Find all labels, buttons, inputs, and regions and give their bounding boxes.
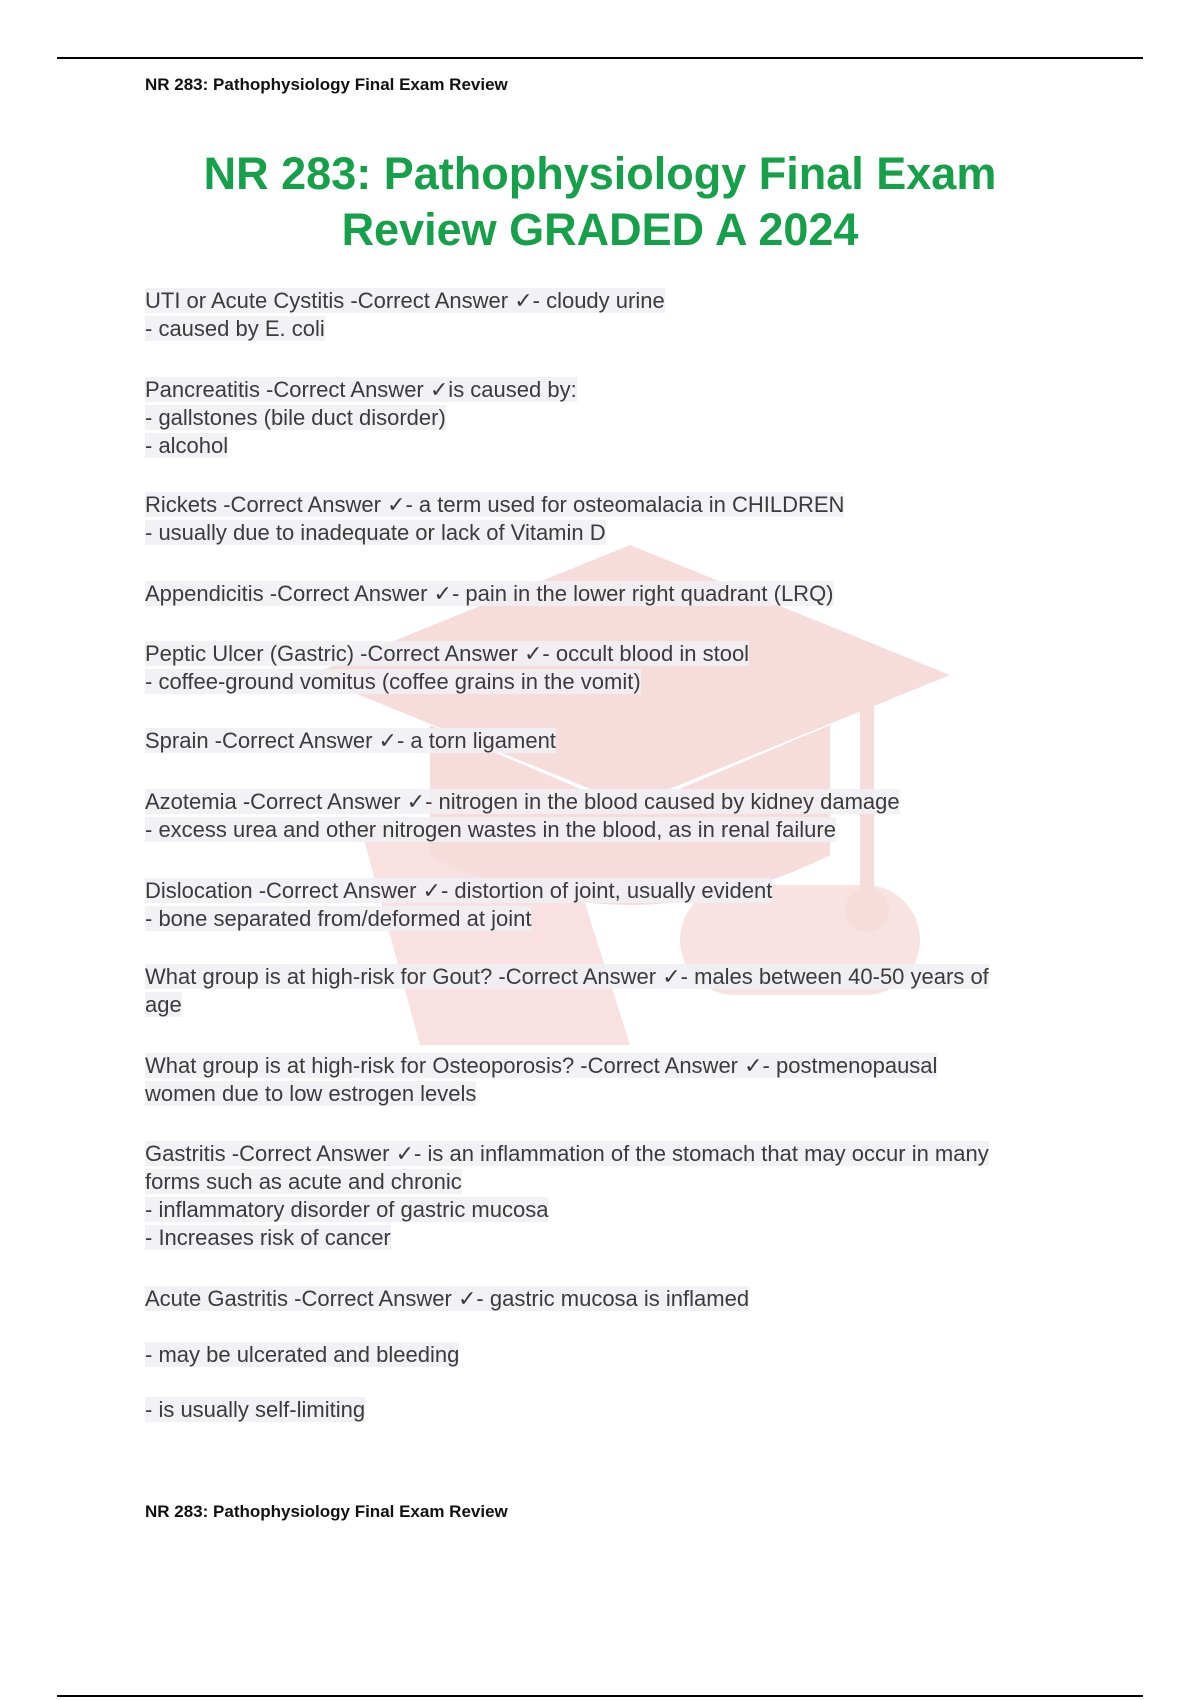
entry-line: Peptic Ulcer (Gastric) -Correct Answer ✓- occult blood in stool [145, 641, 750, 666]
entry-line: Rickets -Correct Answer ✓- a term used for osteomalacia in CHILDREN [145, 492, 845, 517]
entry-line: - caused by E. coli [145, 316, 325, 341]
qa-entry [145, 963, 1085, 1019]
entry-line: - usually due to inadequate or lack of Vitamin D [145, 520, 606, 545]
entry-line: Appendicitis -Correct Answer ✓- pain in the lower right quadrant (LRQ) [145, 581, 834, 606]
entry-line: - Increases risk of cancer [145, 1225, 391, 1250]
entry-line: Pancreatitis -Correct Answer ✓is caused by: [145, 377, 577, 402]
title-line-2: Review GRADED A 2024 [341, 204, 859, 255]
qa-entry [145, 1341, 1085, 1369]
entry-line: Azotemia -Correct Answer ✓- nitrogen in the blood caused by kidney damage [145, 789, 900, 814]
qa-entry [145, 580, 1085, 608]
qa-entry [145, 1285, 1085, 1313]
entry-line: - alcohol [145, 433, 229, 458]
running-footer: NR 283: Pathophysiology Final Exam Review [145, 1502, 508, 1521]
entry-line: What group is at high-risk for Osteoporosis? -Correct Answer ✓- postmenopausal [145, 1053, 938, 1078]
qa-entry [145, 727, 1085, 755]
document-title [100, 146, 1100, 258]
qa-entry [145, 1052, 1085, 1108]
bottom-rule [57, 1695, 1143, 1697]
entry-line: - bone separated from/deformed at joint [145, 906, 532, 931]
entry-line: What group is at high-risk for Gout? -Correct Answer ✓- males between 40-50 years of [145, 964, 989, 989]
top-rule [57, 57, 1143, 59]
qa-entry [145, 491, 1085, 547]
entry-line: - excess urea and other nitrogen wastes in the blood, as in renal failure [145, 817, 836, 842]
qa-entry [145, 877, 1085, 933]
entry-line: women due to low estrogen levels [145, 1081, 477, 1106]
entry-line: - inflammatory disorder of gastric mucosa [145, 1197, 549, 1222]
qa-entry [145, 1396, 1085, 1424]
entry-line: Dislocation -Correct Answer ✓- distortion of joint, usually evident [145, 878, 773, 903]
entry-line: - gallstones (bile duct disorder) [145, 405, 446, 430]
entry-line: - may be ulcerated and bleeding [145, 1342, 460, 1367]
entry-line: forms such as acute and chronic [145, 1169, 462, 1194]
entry-line: Acute Gastritis -Correct Answer ✓- gastric mucosa is inflamed [145, 1286, 750, 1311]
title-line-1: NR 283: Pathophysiology Final Exam [203, 148, 997, 199]
entry-line: age [145, 992, 182, 1017]
qa-entry [145, 376, 1085, 460]
entry-line: Gastritis -Correct Answer ✓- is an inflammation of the stomach that may occur in many [145, 1141, 989, 1166]
running-header: NR 283: Pathophysiology Final Exam Review [145, 75, 508, 94]
qa-entry [145, 788, 1085, 844]
entry-line: UTI or Acute Cystitis -Correct Answer ✓- cloudy urine [145, 288, 665, 313]
qa-entry [145, 287, 1085, 343]
entry-line: Sprain -Correct Answer ✓- a torn ligament [145, 728, 556, 753]
entry-line: - is usually self-limiting [145, 1397, 366, 1422]
qa-entry [145, 1140, 1085, 1252]
qa-entry [145, 640, 1085, 696]
entry-line: - coffee-ground vomitus (coffee grains in the vomit) [145, 669, 641, 694]
